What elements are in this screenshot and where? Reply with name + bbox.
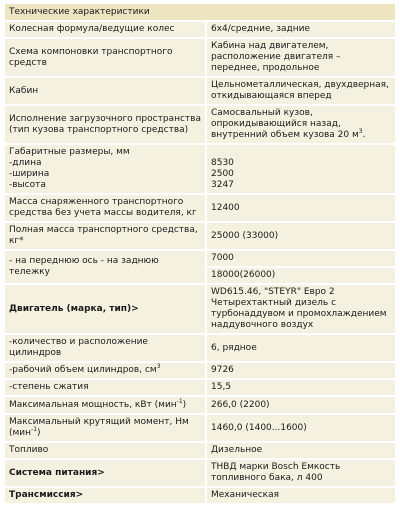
table-row (5, 488, 395, 503)
table-row (5, 251, 395, 266)
row-value: ТНВД марки Bosch Емкость топливного бака, л 400 (207, 460, 395, 486)
row-value: 266,0 (2200) (207, 397, 395, 413)
row-label: Кабин (5, 78, 205, 104)
row-label: Полная масса транспортного средства, кг* (5, 223, 205, 249)
table-row (5, 415, 395, 441)
row-label-tail: ) (182, 399, 187, 410)
row-label: - на переднюю ось - на заднюю тележку (5, 251, 205, 283)
table-row (5, 145, 395, 193)
table-row (5, 39, 395, 76)
row-value: Механическая (207, 488, 395, 503)
row-label-sup: -1 (176, 397, 183, 405)
row-value (207, 145, 395, 193)
row-value-text: 8530 2500 3247 (211, 158, 234, 190)
row-label (5, 415, 205, 441)
row-label: -количество и расположение цилиндров (5, 335, 205, 361)
row-value: 25000 (33000) (207, 223, 395, 249)
table-row (5, 363, 395, 378)
row-label: -степень сжатия (5, 380, 205, 395)
row-value: 9726 (207, 363, 395, 378)
row-label: Двигатель (марка, тип)> (5, 285, 205, 333)
row-value-text: Самосвальный кузов, опрокидывающийся назад, внутренний объем кузова 20 м (211, 108, 359, 140)
row-label: Исполнение загрузочного пространства (тип кузова транспортного средства) (5, 106, 205, 143)
row-value: WD615.46, "STEYR" Евро 2 Четырехтактный дизель с турбонаддувом и промохлаждением наддувочного воздух (207, 285, 395, 333)
row-label: Топливо (5, 443, 205, 458)
row-value: 6х4/средние, задние (207, 22, 395, 37)
row-value: 18000(26000) (207, 268, 395, 283)
table-row (5, 443, 395, 458)
row-label-sup: 3 (156, 363, 161, 370)
row-label-text: Максимальный крутящий момент, Нм (мин (9, 417, 189, 438)
row-label (5, 363, 205, 378)
row-value: 1460,0 (1400...1600) (207, 415, 395, 441)
row-label-text: Габаритные размеры, мм -длина -ширина -высота (9, 147, 130, 190)
table-row (5, 397, 395, 413)
row-value-tail: . (362, 130, 366, 140)
table-row (5, 78, 395, 104)
spec-table (3, 2, 397, 505)
table-row (5, 223, 395, 249)
row-value: Дизельное (207, 443, 395, 458)
table-title-row (5, 4, 395, 20)
row-label-text: -рабочий объем цилиндров, см (9, 365, 157, 375)
row-value: Кабина над двигателем, расположение двигателя – переднее, продольное (207, 39, 395, 76)
row-value: 7000 (207, 251, 395, 266)
row-label-sup: -1 (31, 426, 38, 433)
row-label-tail: ) (37, 428, 41, 438)
row-value (207, 106, 395, 143)
row-label: Масса снаряженного транспортного средства без учета массы водителя, кг (5, 195, 205, 221)
row-label (5, 145, 205, 193)
row-label: Схема компоновки транспортного средств (5, 39, 205, 76)
row-value: 6, рядное (207, 335, 395, 361)
row-value: 12400 (207, 195, 395, 221)
table-title: Технические характеристики (5, 4, 395, 20)
table-row (5, 195, 395, 221)
table-row (5, 335, 395, 361)
table-row (5, 380, 395, 395)
row-label: Колесная формула/ведущие колес (5, 22, 205, 37)
table-row (5, 285, 395, 333)
table-row (5, 106, 395, 143)
table-row (5, 22, 395, 37)
row-label-text: Максимальная мощность, кВт (мин (9, 399, 177, 410)
row-value: 15,5 (207, 380, 395, 395)
row-value: Цельнометаллическая, двухдверная, откидывающаяся вперед (207, 78, 395, 104)
row-label (5, 397, 205, 413)
row-label: Трансмиссия> (5, 488, 205, 503)
row-label: Система питания> (5, 460, 205, 486)
row-value-sup: 3 (358, 128, 363, 135)
table-row (5, 460, 395, 486)
